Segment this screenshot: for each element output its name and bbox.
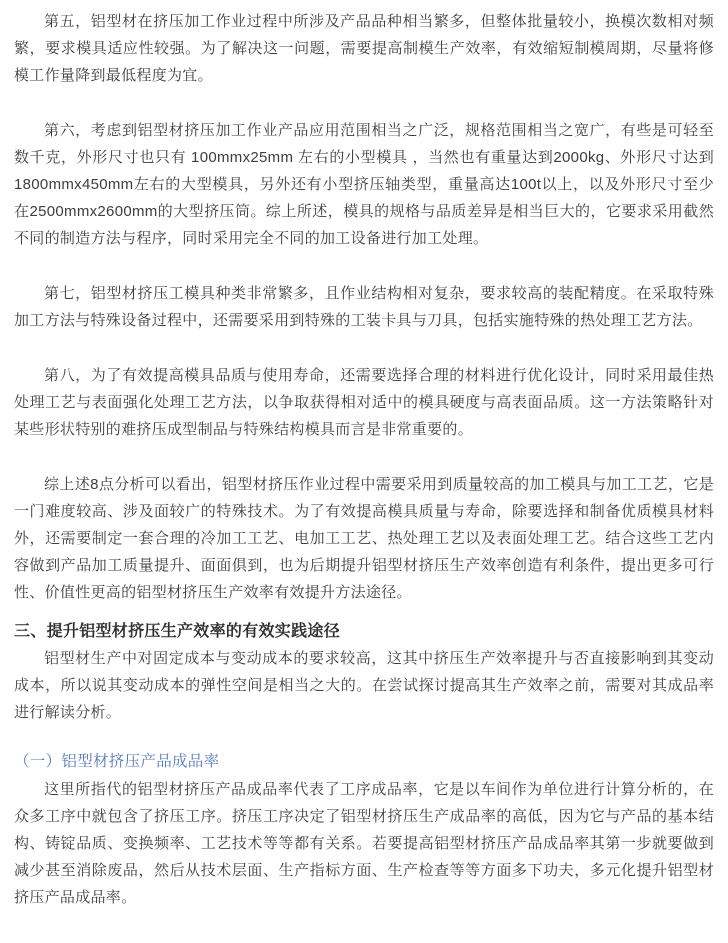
paragraph-point-7: 第七，铝型材挤压工模具种类非常繁多，且作业结构相对复杂，要求较高的装配精度。在采取特殊加工方法与特殊设备过程中，还需要采用到特殊的工装卡具与刀具，包括实施特殊的热处理工艺方法。 (14, 285, 714, 329)
paragraph-point-8: 第八，为了有效提高模具品质与使用寿命，还需要选择合理的材料进行优化设计，同时采用最佳热处理工艺与表面强化处理工艺方法，以争取获得相对适中的模具硬度与高表面品质。这一方法策略针对某些形状特别的难挤压成型制品与特殊结构模具而言是非常重要的。 (14, 367, 714, 438)
section-heading-3: 三、提升铝型材挤压生产效率的有效实践途径 (14, 623, 341, 640)
paragraph-subsection1-body: 这里所指代的铝型材挤压产品成品率代表了工序成品率，它是以车间作为单位进行计算分析的，在众多工序中就包含了挤压工序。挤压工序决定了铝型材挤压生产成品率的高低，因为它与产品的基本结构、铸锭品质、变换频率、工艺技术等等都有关系。若要提高铝型材挤压产品成品率其第一步就要做到减少甚至消除废品，然后从技术层面、生产指标方面、生产检查等等方面多下功夫，多元化提升铝型材挤压产品成品率。 (14, 781, 714, 906)
paragraph-summary: 综上述8点分析可以看出，铝型材挤压作业过程中需要采用到质量较高的加工模具与加工工艺，它是一门难度较高、涉及面较广的特殊技术。为了有效提高模具质量与寿命，除要选择和制备优质模具材料外，还需要制定一套合理的冷加工工艺、电加工工艺、热处理工艺以及表面处理工艺。结合这些工艺内容做到产品加工质量提升、面面俱到，也为后期提升铝型材挤压生产效率创造有利条件，提出更多可行性、价值性更高的铝型材挤压生产效率有效提升方法途径。 (14, 476, 714, 601)
paragraph-point-5: 第五，铝型材在挤压加工作业过程中所涉及产品品种相当繁多，但整体批量较小，换模次数相对频繁，要求模具适应性较强。为了解决这一问题，需要提高制模生产效率，有效缩短制模周期，尽量将修模工作量降到最低程度为宜。 (14, 13, 714, 84)
subsection-heading-1: （一）铝型材挤压产品成品率 (14, 753, 220, 770)
paragraph-point-6: 第六，考虑到铝型材挤压加工作业产品应用范围相当之广泛，规格范围相当之宽广，有些是可轻至数千克，外形尺寸也只有 100mmx25mm 左右的小型模具 ，当然也有重量达到2000kg、外形尺寸达到1800mmx450mm左右的大型模具，另外还有小型挤压轴类型，重量高达100t以上，以及外形尺寸至少在2500mmx2600mm的大型挤压筒。综上所述，模具的规格与品质差异是相当巨大的，它要求采用截然不同的制造方法与程序，同时采用完全不同的加工设备进行加工处理。 (14, 122, 714, 247)
paragraph-section3-intro: 铝型材生产中对固定成本与变动成本的要求较高，这其中挤压生产效率提升与否直接影响到其变动成本，所以说其变动成本的弹性空间是相当之大的。在尝试探讨提高其生产效率之前，需要对其成品率进行解读分析。 (14, 650, 714, 721)
article-body (14, 8, 714, 911)
